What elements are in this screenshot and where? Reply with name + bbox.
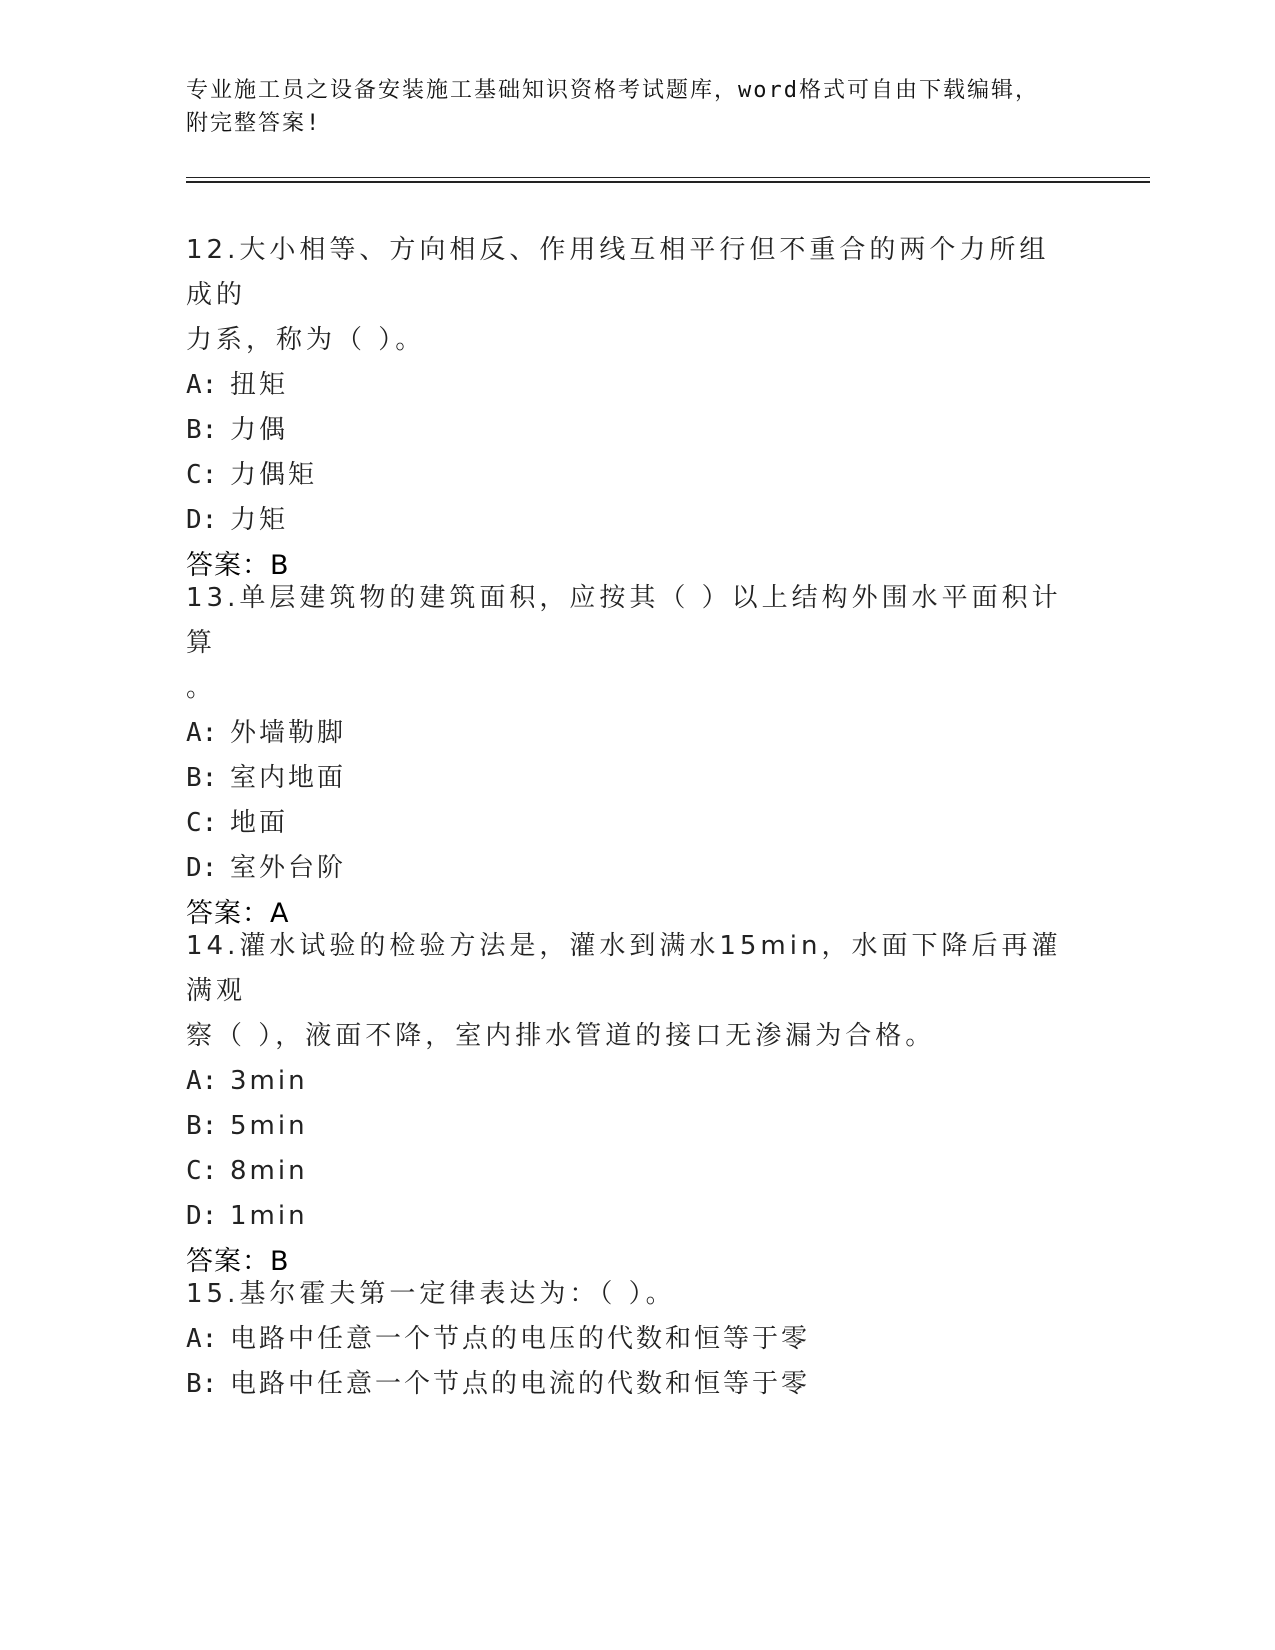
option-text: 电路中任意一个节点的电流的代数和恒等于零	[230, 1369, 811, 1399]
option-d	[186, 498, 1066, 543]
option-key: B:	[186, 1369, 218, 1399]
header-divider-bottom	[186, 181, 1150, 183]
question-stem-line: 。	[186, 673, 217, 703]
option-key: B:	[186, 763, 218, 793]
option-text: 5min	[230, 1111, 308, 1141]
header-divider-top	[186, 177, 1150, 178]
option-key: D:	[186, 505, 218, 535]
option-b	[186, 756, 1066, 801]
question-stem-line: 察（ ），液面不降，室内排水管道的接口无渗漏为合格。	[186, 1021, 936, 1051]
question-stem-line: 13.单层建筑物的建筑面积，应按其（ ）以上结构外围水平面积计算	[186, 583, 1062, 658]
option-d	[186, 1194, 1066, 1239]
option-key: C:	[186, 1156, 218, 1186]
option-a	[186, 1317, 1066, 1362]
option-b	[186, 1104, 1066, 1149]
question-stem-line: 力系，称为（ ）。	[186, 325, 426, 355]
answer-label: 答案：	[186, 550, 270, 581]
option-d	[186, 846, 1066, 891]
option-text: 力偶矩	[230, 460, 318, 490]
option-a	[186, 711, 1066, 756]
question-stem-line: 14.灌水试验的检验方法是，灌水到满水15min，水面下降后再灌满观	[186, 931, 1062, 1006]
option-key: B:	[186, 415, 218, 445]
option-a	[186, 1059, 1066, 1104]
option-text: 室外台阶	[230, 853, 347, 883]
question-12	[186, 228, 1066, 589]
header-line-2: 附完整答案!	[186, 111, 322, 136]
question-stem-line: 15.基尔霍夫第一定律表达为：（ ）。	[186, 1279, 676, 1309]
answer-value: A	[270, 898, 290, 929]
header-line-1: 专业施工员之设备安装施工基础知识资格考试题库，word格式可自由下载编辑，	[186, 78, 1039, 103]
option-text: 1min	[230, 1201, 308, 1231]
option-text: 3min	[230, 1066, 308, 1096]
option-key: C:	[186, 808, 218, 838]
option-c	[186, 1149, 1066, 1194]
answer-value: B	[270, 550, 290, 581]
answer-value: B	[270, 1246, 290, 1277]
option-text: 外墙勒脚	[230, 718, 347, 748]
option-text: 力偶	[230, 415, 289, 445]
question-13	[186, 576, 1066, 937]
option-key: D:	[186, 1201, 218, 1231]
option-text: 室内地面	[230, 763, 347, 793]
option-text: 电路中任意一个节点的电压的代数和恒等于零	[230, 1324, 811, 1354]
option-c	[186, 801, 1066, 846]
option-key: A:	[186, 718, 218, 748]
option-key: B:	[186, 1111, 218, 1141]
option-a	[186, 363, 1066, 408]
option-text: 扭矩	[230, 370, 289, 400]
option-b	[186, 1362, 1066, 1407]
option-text: 力矩	[230, 505, 289, 535]
option-key: A:	[186, 1324, 218, 1354]
question-14	[186, 924, 1066, 1285]
question-15	[186, 1272, 1066, 1407]
option-key: D:	[186, 853, 218, 883]
question-stem-line: 12.大小相等、方向相反、作用线互相平行但不重合的两个力所组成的	[186, 235, 1050, 310]
answer-label: 答案：	[186, 1246, 270, 1277]
option-key: C:	[186, 460, 218, 490]
document-header	[186, 74, 1066, 140]
option-key: A:	[186, 370, 218, 400]
option-text: 地面	[230, 808, 289, 838]
option-c	[186, 453, 1066, 498]
option-text: 8min	[230, 1156, 308, 1186]
option-b	[186, 408, 1066, 453]
answer-label: 答案：	[186, 898, 270, 929]
option-key: A:	[186, 1066, 218, 1096]
